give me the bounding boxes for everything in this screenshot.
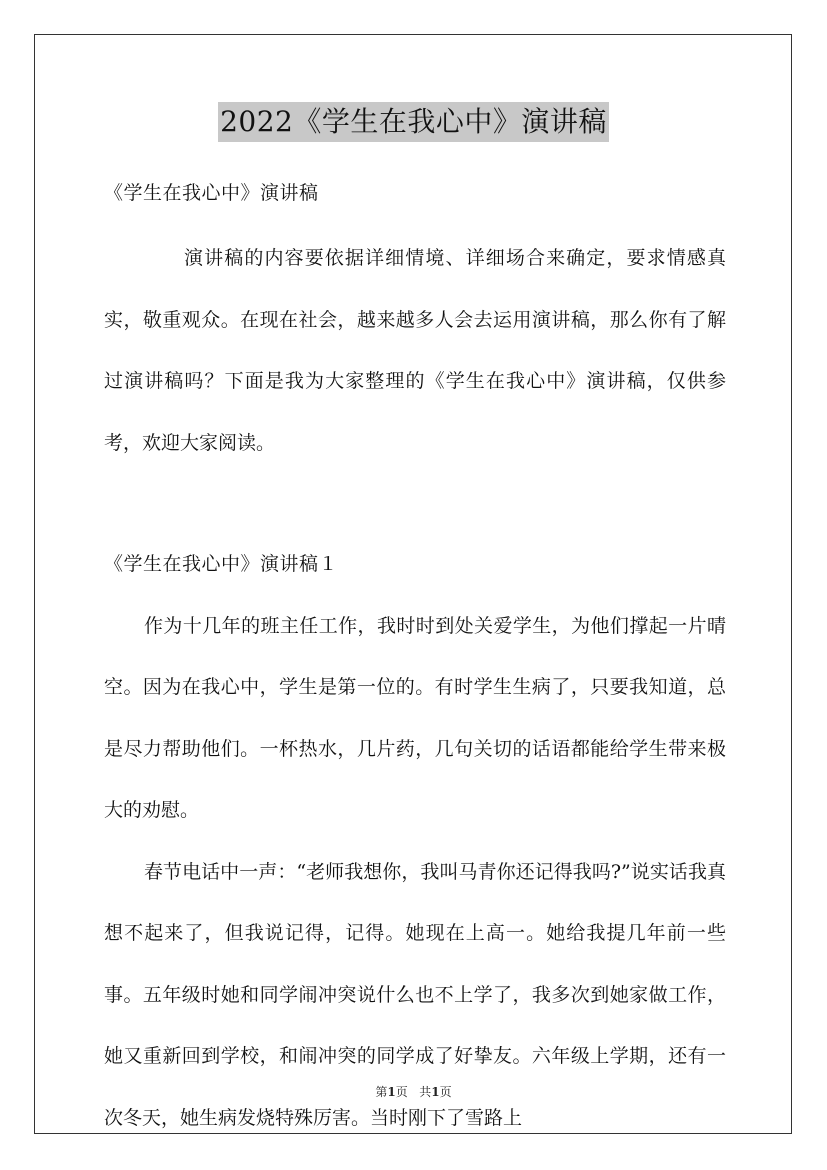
document-subtitle: 《学生在我心中》演讲稿 bbox=[104, 182, 319, 204]
section-heading: 《学生在我心中》演讲稿１ bbox=[104, 553, 339, 575]
footer-total-prefix: 共 bbox=[419, 1085, 432, 1099]
footer-page-suffix: 页 bbox=[395, 1085, 408, 1099]
footer-total-suffix: 页 bbox=[439, 1085, 452, 1099]
title-container bbox=[0, 102, 827, 142]
body-paragraph-1: 作为十几年的班主任工作，我时时到处关爱学生，为他们撑起一片晴空。因为在我心中，学生是第一位的。有时学生生病了，只要我知道，总是尽力帮助他们。一杯热水，几片药，几句关切的话语都能给学生带来极大的劝慰。 bbox=[104, 614, 726, 821]
page-footer bbox=[0, 1082, 827, 1102]
document-title: 2022《学生在我心中》演讲稿 bbox=[218, 102, 609, 142]
document-body bbox=[104, 172, 726, 1149]
body-paragraph-2: 春节电话中一声：“老师我想你，我叫马青你还记得我吗?”说实话我真想不起来了，但我说记得，记得。她现在上高一。她给我提几年前一些事。五年级时她和同学闹冲突说什么也不上学了，我多次到她家做工作，她又重新回到学校，和闹冲突的同学成了好挚友。六年级上学期，还有一次冬天，她生病发烧特殊厉害。当时刚下了雪路上 bbox=[104, 860, 726, 1129]
footer-total-number: 1 bbox=[431, 1085, 440, 1099]
intro-paragraph: 演讲稿的内容要依据详细情境、详细场合来确定，要求情感真实，敬重观众。在现在社会，越来越多人会去运用演讲稿，那么你有了解过演讲稿吗？下面是我为大家整理的《学生在我心中》演讲稿，仅供参考，欢迎大家阅读。 bbox=[104, 247, 726, 454]
footer-page-prefix: 第 bbox=[375, 1085, 388, 1099]
footer-page-number: 1 bbox=[387, 1085, 396, 1099]
